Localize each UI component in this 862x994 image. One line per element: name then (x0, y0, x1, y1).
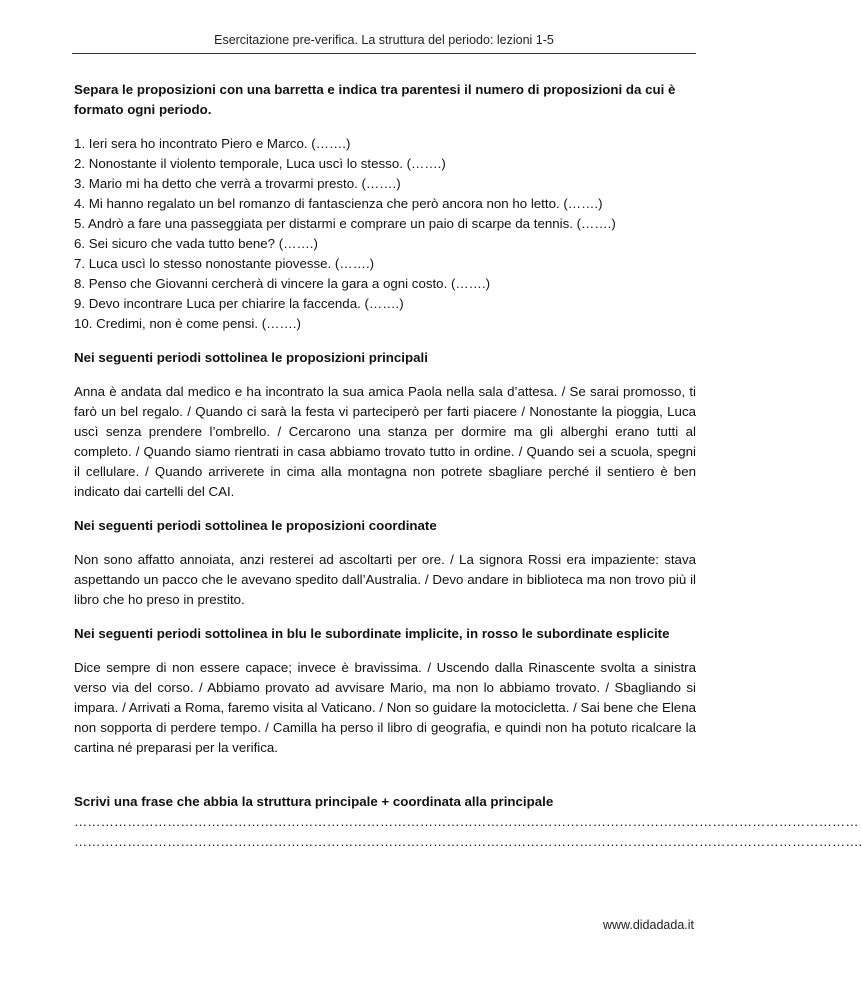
section5-heading: Scrivi una frase che abbia la struttura principale + coordinata alla principale (74, 794, 554, 809)
list-item: 10. Credimi, non è come pensi. (…….) (74, 316, 301, 331)
worksheet-content (74, 80, 862, 852)
section2-heading: Nei seguenti periodi sottolinea le proposizioni principali (74, 350, 428, 365)
list-item: 9. Devo incontrare Luca per chiarire la faccenda. (…….) (74, 296, 404, 311)
list-item: 7. Luca uscì lo stesso nonostante piovesse. (…….) (74, 256, 375, 271)
list-item: 5. Andrò a fare una passeggiata per distarmi e comprare un paio di scarpe da tennis. (…….) (74, 216, 616, 231)
list-item: 8. Penso che Giovanni cercherà di vincere la gara a ogni costo. (…….) (74, 276, 491, 291)
list-item: 6. Sei sicuro che vada tutto bene? (…….) (74, 236, 318, 251)
list-item: 4. Mi hanno regalato un bel romanzo di fantascienza che però ancora non ho letto. (…….) (74, 196, 603, 211)
section1-heading: Separa le proposizioni con una barretta e indica tra parentesi il numero di proposizioni da cui è formato ogni periodo. (74, 82, 676, 117)
section3-text: Non sono affatto annoiata, anzi resterei ad ascoltarti per ore. / La signora Rossi era impaziente: stava aspettando un pacco che le avevano spedito dall’Australia. / Devo andare in biblioteca ma non trovo più il libro che ho preso in prestito. (74, 552, 696, 607)
section4-heading: Nei seguenti periodi sottolinea in blu le subordinate implicite, in rosso le subordinate esplicite (74, 626, 670, 641)
page-header: Esercitazione pre-verifica. La struttura del periodo: lezioni 1-5 (214, 33, 554, 47)
exercise-list (74, 134, 696, 334)
answer-line[interactable]: ……………………………………………………………………………………………………………………………………………………………. (74, 834, 862, 849)
section3-heading: Nei seguenti periodi sottolinea le proposizioni coordinate (74, 518, 437, 533)
list-item: 2. Nonostante il violento temporale, Luca uscì lo stesso. (…….) (74, 156, 446, 171)
header-divider (72, 53, 696, 54)
section4-text: Dice sempre di non essere capace; invece è bravissima. / Uscendo dalla Rinascente svolta a sinistra verso via del corso. / Abbiamo provato ad avvisare Mario, ma non lo abbiamo trovato. / Sbagliando si impara. / Arrivati a Roma, faremo visita al Vaticano. / Non so guidare la motocicletta. / Sai bene che Elena non sopporta di perdere tempo. / Camilla ha perso il libro di geografia, e quindi non ha potuto ricalcare la cartina né preparasi per la verifica. (74, 660, 696, 755)
list-item: 1. Ieri sera ho incontrato Piero e Marco. (…….) (74, 136, 351, 151)
footer-site: www.didadada.it (602, 918, 694, 932)
section2-text: Anna è andata dal medico e ha incontrato la sua amica Paola nella sala d’attesa. / Se sarai promosso, ti farò un bel regalo. / Quando ci sarà la festa vi parteciperò per farti piacere / Nonostante la pioggia, Luca uscì senza prendere l’ombrello. / Cercarono una stanza per dormire ma gli alberghi erano tutti al completo. / Quando siamo rientrati in casa abbiamo trovato tutto in ordine. / Quando sei a scuola, spegni il cellulare. / Quando arriverete in cima alla montagna non potrete sbagliare perché il sentiero è ben indicato dai cartelli del CAI. (74, 384, 696, 499)
answer-line[interactable]: …………………………………………………………………………………………………………………………………………………………… (74, 814, 859, 829)
list-item: 3. Mario mi ha detto che verrà a trovarmi presto. (…….) (74, 176, 401, 191)
